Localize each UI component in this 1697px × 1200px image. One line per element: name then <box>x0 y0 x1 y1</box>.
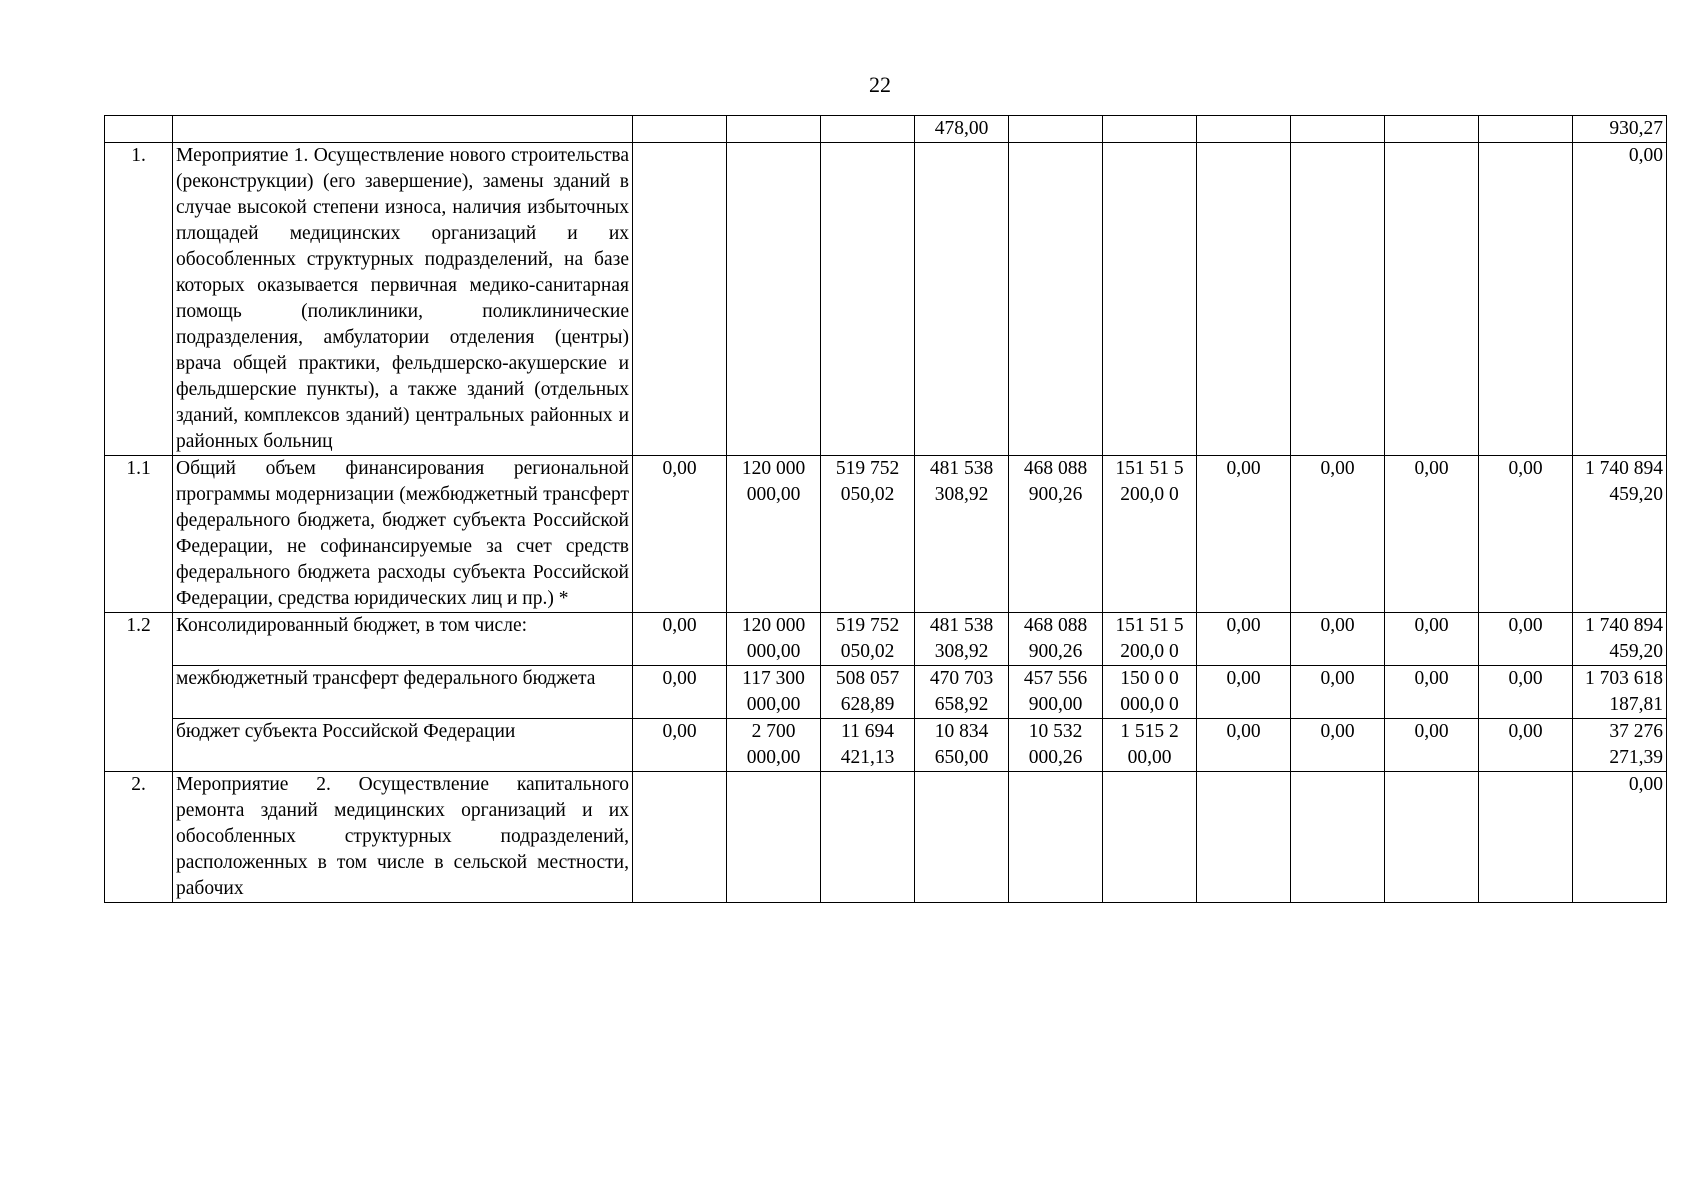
table-row <box>105 116 1667 143</box>
funding-table <box>104 115 1667 903</box>
value-cell <box>727 772 821 903</box>
value-cell <box>1479 116 1573 143</box>
value-cell <box>633 772 727 903</box>
value-cell <box>727 116 821 143</box>
value-cell <box>727 143 821 456</box>
value-cell: 481 538 308,92 <box>915 613 1009 666</box>
value-cell <box>1291 143 1385 456</box>
value-cell: 470 703 658,92 <box>915 666 1009 719</box>
table-row <box>105 613 1667 666</box>
row-description: межбюджетный трансферт федерального бюджета <box>173 666 633 719</box>
row-number: 2. <box>105 772 173 903</box>
value-cell: 0,00 <box>633 456 727 613</box>
value-cell: 1 515 2 00,00 <box>1103 719 1197 772</box>
table-row <box>105 143 1667 456</box>
value-cell <box>1385 143 1479 456</box>
value-cell: 120 000 000,00 <box>727 456 821 613</box>
table-row <box>105 772 1667 903</box>
value-cell: 0,00 <box>1291 719 1385 772</box>
total-cell: 0,00 <box>1573 772 1667 903</box>
value-cell: 468 088 900,26 <box>1009 456 1103 613</box>
value-cell: 519 752 050,02 <box>821 456 915 613</box>
value-cell: 0,00 <box>1479 456 1573 613</box>
table-row <box>105 666 1667 719</box>
row-description: Мероприятие 1. Осуществление нового строительства (реконструкции) (его завершение), замены зданий в случае высокой степени износа, наличия избыточных площадей медицинских организаций и их обособленных структурных подразделений, на базе которых оказывается первичная медико-санитарная помощь (поликлиники, поликлинические подразделения, амбулатории отделения (центры) врача общей практики, фельдшерско-акушерские и фельдшерские пункты), а также зданий (отдельных зданий, комплексов зданий) центральных районных и районных больниц <box>173 143 633 456</box>
value-cell: 0,00 <box>633 613 727 666</box>
value-cell: 508 057 628,89 <box>821 666 915 719</box>
value-cell <box>633 143 727 456</box>
value-cell <box>1291 116 1385 143</box>
value-cell: 0,00 <box>1197 666 1291 719</box>
value-cell: 0,00 <box>1385 456 1479 613</box>
row-number: 1.1 <box>105 456 173 613</box>
value-cell: 519 752 050,02 <box>821 613 915 666</box>
value-cell: 0,00 <box>1479 666 1573 719</box>
value-cell <box>915 143 1009 456</box>
row-number <box>105 116 173 143</box>
value-cell: 151 51 5 200,0 0 <box>1103 456 1197 613</box>
value-cell <box>1103 116 1197 143</box>
value-cell: 11 694 421,13 <box>821 719 915 772</box>
row-number: 1.2 <box>105 613 173 772</box>
value-cell: 0,00 <box>1291 613 1385 666</box>
page-number: 22 <box>869 72 891 97</box>
row-description: Мероприятие 2. Осуществление капитального ремонта зданий медицинских организаций и их обособленных структурных подразделений, расположенных в том числе в сельской местности, рабочих <box>173 772 633 903</box>
value-cell <box>1103 772 1197 903</box>
value-cell: 0,00 <box>633 719 727 772</box>
value-cell: 0,00 <box>1197 456 1291 613</box>
total-cell: 37 276 271,39 <box>1573 719 1667 772</box>
value-cell: 0,00 <box>1385 613 1479 666</box>
value-cell <box>1103 143 1197 456</box>
total-cell: 1 740 894 459,20 <box>1573 456 1667 613</box>
row-description <box>173 116 633 143</box>
value-cell: 0,00 <box>1197 719 1291 772</box>
row-number: 1. <box>105 143 173 456</box>
value-cell <box>1385 772 1479 903</box>
value-cell <box>821 143 915 456</box>
value-cell: 0,00 <box>1291 456 1385 613</box>
table-row <box>105 719 1667 772</box>
value-cell: 0,00 <box>1385 666 1479 719</box>
value-cell: 10 834 650,00 <box>915 719 1009 772</box>
value-cell <box>1009 143 1103 456</box>
value-cell <box>821 116 915 143</box>
value-cell: 2 700 000,00 <box>727 719 821 772</box>
value-cell: 468 088 900,26 <box>1009 613 1103 666</box>
total-cell: 1 740 894 459,20 <box>1573 613 1667 666</box>
value-cell <box>1479 772 1573 903</box>
value-cell <box>1197 143 1291 456</box>
total-cell: 0,00 <box>1573 143 1667 456</box>
value-cell: 0,00 <box>633 666 727 719</box>
row-description: бюджет субъекта Российской Федерации <box>173 719 633 772</box>
total-cell: 1 703 618 187,81 <box>1573 666 1667 719</box>
value-cell <box>915 772 1009 903</box>
value-cell: 478,00 <box>915 116 1009 143</box>
value-cell: 10 532 000,26 <box>1009 719 1103 772</box>
value-cell <box>1197 116 1291 143</box>
value-cell: 0,00 <box>1479 719 1573 772</box>
value-cell <box>1291 772 1385 903</box>
value-cell <box>1479 143 1573 456</box>
value-cell <box>633 116 727 143</box>
value-cell <box>821 772 915 903</box>
value-cell: 150 0 0 000,0 0 <box>1103 666 1197 719</box>
value-cell: 0,00 <box>1291 666 1385 719</box>
row-description: Общий объем финансирования региональной программы модернизации (межбюджетный трансферт федерального бюджета, бюджет субъекта Российской Федерации, не софинансируемые за счет средств федерального бюджета расходы субъекта Российской Федерации, средства юридических лиц и пр.) * <box>173 456 633 613</box>
value-cell <box>1385 116 1479 143</box>
value-cell: 0,00 <box>1197 613 1291 666</box>
total-cell: 930,27 <box>1573 116 1667 143</box>
value-cell <box>1009 116 1103 143</box>
value-cell: 117 300 000,00 <box>727 666 821 719</box>
value-cell: 0,00 <box>1479 613 1573 666</box>
value-cell: 151 51 5 200,0 0 <box>1103 613 1197 666</box>
value-cell <box>1009 772 1103 903</box>
value-cell: 0,00 <box>1385 719 1479 772</box>
row-description: Консолидированный бюджет, в том числе: <box>173 613 633 666</box>
value-cell: 457 556 900,00 <box>1009 666 1103 719</box>
table-row <box>105 456 1667 613</box>
value-cell <box>1197 772 1291 903</box>
value-cell: 481 538 308,92 <box>915 456 1009 613</box>
value-cell: 120 000 000,00 <box>727 613 821 666</box>
